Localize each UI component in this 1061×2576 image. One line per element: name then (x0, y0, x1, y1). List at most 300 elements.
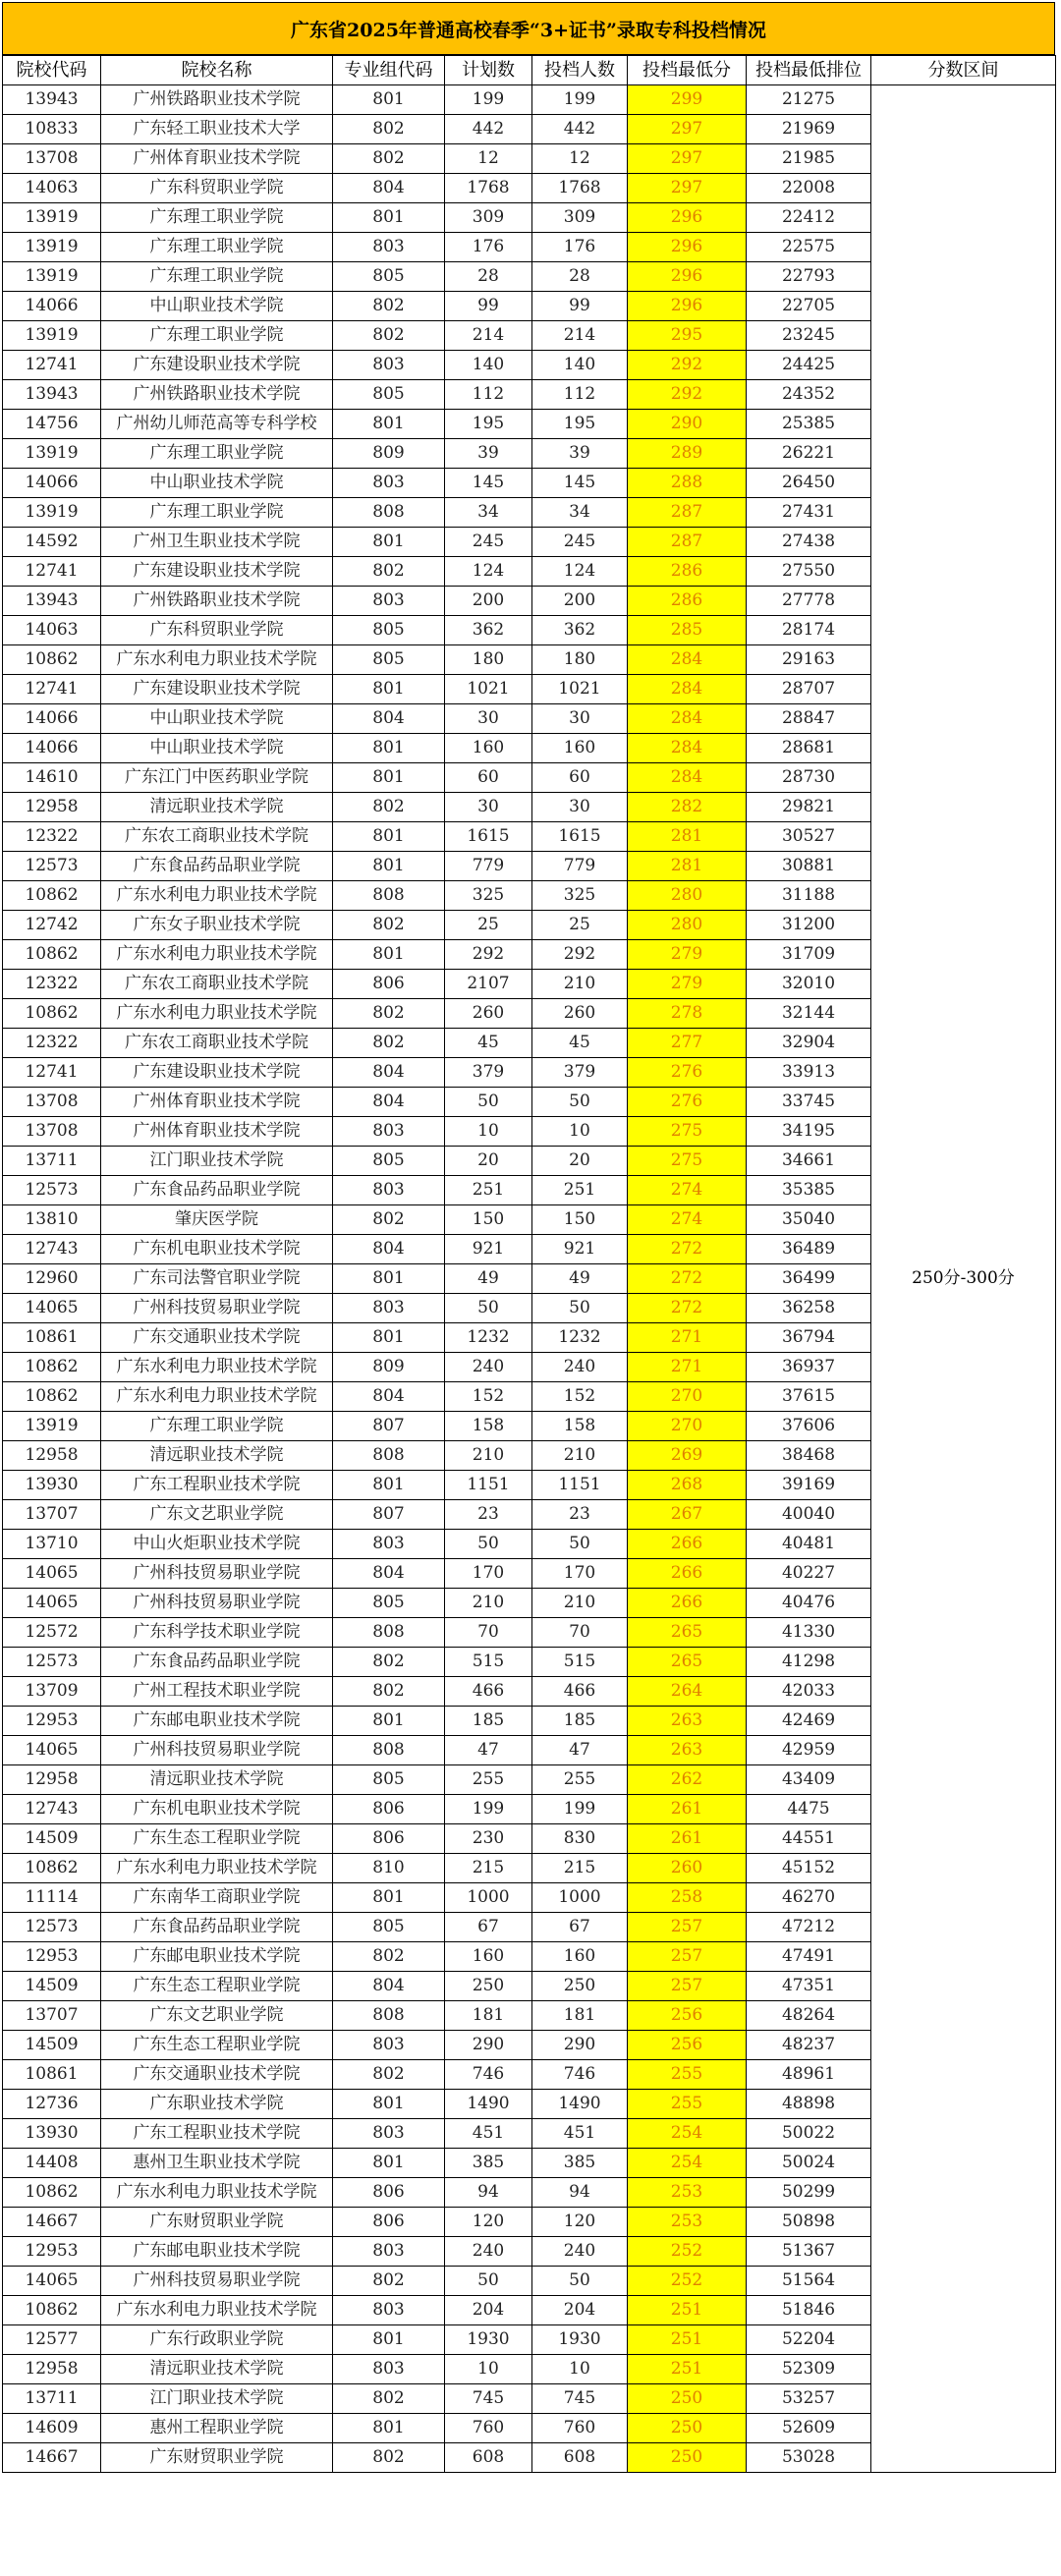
group-code-cell: 805 (333, 1147, 445, 1176)
admitted-count-cell: 921 (532, 1235, 628, 1264)
admitted-count-cell: 47 (532, 1736, 628, 1765)
min-rank-cell: 38468 (747, 1441, 871, 1471)
school-code-cell: 10862 (3, 881, 101, 911)
school-name-cell: 广东水利电力职业技术学院 (101, 940, 333, 970)
min-rank-cell: 48898 (747, 2090, 871, 2119)
admitted-count-cell: 442 (532, 115, 628, 144)
min-score-cell: 269 (628, 1441, 747, 1471)
min-score-cell: 266 (628, 1589, 747, 1618)
plan-count-cell: 240 (445, 2237, 532, 2267)
school-code-cell: 10833 (3, 115, 101, 144)
admitted-count-cell: 176 (532, 233, 628, 262)
group-code-cell: 809 (333, 439, 445, 469)
admitted-count-cell: 210 (532, 1589, 628, 1618)
min-rank-cell: 36499 (747, 1264, 871, 1294)
admitted-count-cell: 12 (532, 144, 628, 174)
school-code-cell: 13943 (3, 587, 101, 616)
min-rank-cell: 22575 (747, 233, 871, 262)
min-rank-cell: 42033 (747, 1677, 871, 1707)
school-name-cell: 广东机电职业技术学院 (101, 1795, 333, 1824)
plan-count-cell: 1021 (445, 675, 532, 704)
min-score-cell: 284 (628, 645, 747, 675)
group-code-cell: 804 (333, 1088, 445, 1117)
min-score-cell: 296 (628, 203, 747, 233)
school-code-cell: 10862 (3, 2178, 101, 2208)
admitted-count-cell: 199 (532, 1795, 628, 1824)
school-code-cell: 14610 (3, 763, 101, 793)
min-score-cell: 280 (628, 911, 747, 940)
min-rank-cell: 22793 (747, 262, 871, 292)
school-code-cell: 13708 (3, 144, 101, 174)
min-rank-cell: 47212 (747, 1913, 871, 1942)
min-rank-cell: 21969 (747, 115, 871, 144)
min-rank-cell: 51367 (747, 2237, 871, 2267)
plan-count-cell: 210 (445, 1441, 532, 1471)
plan-count-cell: 10 (445, 2355, 532, 2384)
group-code-cell: 801 (333, 2325, 445, 2355)
school-code-cell: 11114 (3, 1883, 101, 1913)
school-code-cell: 14667 (3, 2443, 101, 2473)
min-score-cell: 287 (628, 498, 747, 528)
min-score-cell: 272 (628, 1264, 747, 1294)
school-name-cell: 广东行政职业学院 (101, 2325, 333, 2355)
min-rank-cell: 28681 (747, 734, 871, 763)
admitted-count-cell: 49 (532, 1264, 628, 1294)
group-code-cell: 805 (333, 1913, 445, 1942)
admitted-count-cell: 251 (532, 1176, 628, 1205)
plan-count-cell: 50 (445, 2267, 532, 2296)
admitted-count-cell: 210 (532, 970, 628, 999)
min-rank-cell: 36794 (747, 1323, 871, 1353)
school-name-cell: 广东科学技术职业学院 (101, 1618, 333, 1648)
school-name-cell: 肇庆医学院 (101, 1205, 333, 1235)
min-rank-cell: 29821 (747, 793, 871, 822)
group-code-cell: 801 (333, 763, 445, 793)
group-code-cell: 809 (333, 1353, 445, 1382)
school-code-cell: 13930 (3, 1471, 101, 1500)
plan-count-cell: 1000 (445, 1883, 532, 1913)
min-score-cell: 280 (628, 881, 747, 911)
column-header: 投档最低分 (628, 56, 747, 85)
admitted-count-cell: 180 (532, 645, 628, 675)
min-rank-cell: 51564 (747, 2267, 871, 2296)
group-code-cell: 807 (333, 1412, 445, 1441)
plan-count-cell: 362 (445, 616, 532, 645)
group-code-cell: 806 (333, 970, 445, 999)
min-rank-cell: 21985 (747, 144, 871, 174)
min-rank-cell: 34661 (747, 1147, 871, 1176)
group-code-cell: 802 (333, 1648, 445, 1677)
plan-count-cell: 158 (445, 1412, 532, 1441)
admitted-count-cell: 99 (532, 292, 628, 321)
group-code-cell: 808 (333, 498, 445, 528)
min-score-cell: 261 (628, 1824, 747, 1854)
school-code-cell: 13919 (3, 439, 101, 469)
min-score-cell: 271 (628, 1353, 747, 1382)
min-score-cell: 284 (628, 763, 747, 793)
admitted-count-cell: 28 (532, 262, 628, 292)
min-score-cell: 292 (628, 351, 747, 380)
admitted-count-cell: 30 (532, 704, 628, 734)
school-code-cell: 14066 (3, 292, 101, 321)
min-score-cell: 252 (628, 2237, 747, 2267)
group-code-cell: 801 (333, 410, 445, 439)
min-score-cell: 284 (628, 734, 747, 763)
admitted-count-cell: 50 (532, 1530, 628, 1559)
plan-count-cell: 60 (445, 763, 532, 793)
plan-count-cell: 25 (445, 911, 532, 940)
group-code-cell: 803 (333, 1117, 445, 1147)
plan-count-cell: 199 (445, 1795, 532, 1824)
admitted-count-cell: 158 (532, 1412, 628, 1441)
school-code-cell: 13919 (3, 233, 101, 262)
min-rank-cell: 22008 (747, 174, 871, 203)
min-rank-cell: 47351 (747, 1972, 871, 2001)
min-score-cell: 251 (628, 2355, 747, 2384)
school-name-cell: 广东农工商职业技术学院 (101, 970, 333, 999)
school-name-cell: 广州体育职业技术学院 (101, 144, 333, 174)
group-code-cell: 806 (333, 1824, 445, 1854)
admitted-count-cell: 290 (532, 2031, 628, 2060)
admitted-count-cell: 1768 (532, 174, 628, 203)
min-rank-cell: 22705 (747, 292, 871, 321)
group-code-cell: 803 (333, 1294, 445, 1323)
min-score-cell: 275 (628, 1117, 747, 1147)
group-code-cell: 803 (333, 469, 445, 498)
min-score-cell: 289 (628, 439, 747, 469)
school-name-cell: 广东水利电力职业技术学院 (101, 1854, 333, 1883)
plan-count-cell: 245 (445, 528, 532, 557)
admitted-count-cell: 1615 (532, 822, 628, 852)
min-rank-cell: 31709 (747, 940, 871, 970)
min-score-cell: 266 (628, 1559, 747, 1589)
school-code-cell: 10862 (3, 2296, 101, 2325)
min-rank-cell: 27431 (747, 498, 871, 528)
plan-count-cell: 1232 (445, 1323, 532, 1353)
plan-count-cell: 921 (445, 1235, 532, 1264)
admitted-count-cell: 1000 (532, 1883, 628, 1913)
min-rank-cell: 48961 (747, 2060, 871, 2090)
school-code-cell: 12958 (3, 793, 101, 822)
min-rank-cell: 32144 (747, 999, 871, 1029)
school-name-cell: 广东文艺职业学院 (101, 2001, 333, 2031)
school-name-cell: 广东水利电力职业技术学院 (101, 999, 333, 1029)
group-code-cell: 802 (333, 144, 445, 174)
min-rank-cell: 23245 (747, 321, 871, 351)
min-rank-cell: 37606 (747, 1412, 871, 1441)
group-code-cell: 802 (333, 1205, 445, 1235)
min-rank-cell: 47491 (747, 1942, 871, 1972)
column-header: 投档人数 (532, 56, 628, 85)
min-rank-cell: 33913 (747, 1058, 871, 1088)
plan-count-cell: 12 (445, 144, 532, 174)
plan-count-cell: 185 (445, 1707, 532, 1736)
school-code-cell: 12322 (3, 970, 101, 999)
group-code-cell: 803 (333, 233, 445, 262)
school-code-cell: 13708 (3, 1088, 101, 1117)
admitted-count-cell: 10 (532, 1117, 628, 1147)
plan-count-cell: 760 (445, 2414, 532, 2443)
school-name-cell: 广东邮电职业技术学院 (101, 1707, 333, 1736)
admitted-count-cell: 23 (532, 1500, 628, 1530)
plan-count-cell: 442 (445, 115, 532, 144)
plan-count-cell: 204 (445, 2296, 532, 2325)
admitted-count-cell: 309 (532, 203, 628, 233)
min-score-cell: 296 (628, 292, 747, 321)
plan-count-cell: 240 (445, 1353, 532, 1382)
min-rank-cell: 22412 (747, 203, 871, 233)
school-name-cell: 江门职业技术学院 (101, 1147, 333, 1176)
group-code-cell: 806 (333, 1795, 445, 1824)
school-code-cell: 14667 (3, 2208, 101, 2237)
plan-count-cell: 515 (445, 1648, 532, 1677)
admitted-count-cell: 199 (532, 85, 628, 115)
school-code-cell: 13919 (3, 262, 101, 292)
school-code-cell: 12741 (3, 1058, 101, 1088)
min-score-cell: 250 (628, 2443, 747, 2473)
min-score-cell: 296 (628, 233, 747, 262)
group-code-cell: 808 (333, 881, 445, 911)
min-score-cell: 263 (628, 1736, 747, 1765)
admitted-count-cell: 45 (532, 1029, 628, 1058)
group-code-cell: 804 (333, 1559, 445, 1589)
group-code-cell: 803 (333, 1176, 445, 1205)
min-score-cell: 284 (628, 704, 747, 734)
school-name-cell: 广东机电职业技术学院 (101, 1235, 333, 1264)
min-rank-cell: 53257 (747, 2384, 871, 2414)
admitted-count-cell: 124 (532, 557, 628, 587)
school-name-cell: 广东交通职业技术学院 (101, 1323, 333, 1353)
min-score-cell: 261 (628, 1795, 747, 1824)
admitted-count-cell: 746 (532, 2060, 628, 2090)
min-score-cell: 297 (628, 115, 747, 144)
admitted-count-cell: 1930 (532, 2325, 628, 2355)
group-code-cell: 803 (333, 587, 445, 616)
min-rank-cell: 33745 (747, 1088, 871, 1117)
admitted-count-cell: 1021 (532, 675, 628, 704)
min-rank-cell: 21275 (747, 85, 871, 115)
min-rank-cell: 28730 (747, 763, 871, 793)
table-body (3, 85, 1056, 2473)
school-code-cell: 14066 (3, 469, 101, 498)
min-score-cell: 251 (628, 2296, 747, 2325)
school-name-cell: 广东生态工程职业学院 (101, 2031, 333, 2060)
min-rank-cell: 50898 (747, 2208, 871, 2237)
group-code-cell: 803 (333, 2119, 445, 2149)
column-header: 院校代码 (3, 56, 101, 85)
group-code-cell: 802 (333, 1942, 445, 1972)
school-code-cell: 14609 (3, 2414, 101, 2443)
plan-count-cell: 325 (445, 881, 532, 911)
school-code-cell: 12958 (3, 1441, 101, 1471)
plan-count-cell: 466 (445, 1677, 532, 1707)
min-rank-cell: 31200 (747, 911, 871, 940)
plan-count-cell: 180 (445, 645, 532, 675)
plan-count-cell: 112 (445, 380, 532, 410)
school-name-cell: 广东司法警官职业学院 (101, 1264, 333, 1294)
min-score-cell: 274 (628, 1205, 747, 1235)
min-rank-cell: 40227 (747, 1559, 871, 1589)
admitted-count-cell: 25 (532, 911, 628, 940)
school-code-cell: 12741 (3, 557, 101, 587)
min-rank-cell: 28174 (747, 616, 871, 645)
admitted-count-cell: 200 (532, 587, 628, 616)
min-rank-cell: 52204 (747, 2325, 871, 2355)
min-rank-cell: 37615 (747, 1382, 871, 1412)
admitted-count-cell: 160 (532, 1942, 628, 1972)
min-score-cell: 292 (628, 380, 747, 410)
group-code-cell: 802 (333, 115, 445, 144)
group-code-cell: 802 (333, 557, 445, 587)
admitted-count-cell: 379 (532, 1058, 628, 1088)
school-name-cell: 广州体育职业技术学院 (101, 1117, 333, 1147)
min-score-cell: 254 (628, 2119, 747, 2149)
school-code-cell: 14065 (3, 1736, 101, 1765)
group-code-cell: 805 (333, 616, 445, 645)
school-name-cell: 广东文艺职业学院 (101, 1500, 333, 1530)
min-score-cell: 253 (628, 2208, 747, 2237)
admitted-count-cell: 260 (532, 999, 628, 1029)
admitted-count-cell: 30 (532, 793, 628, 822)
min-score-cell: 250 (628, 2414, 747, 2443)
school-name-cell: 广东食品药品职业学院 (101, 1913, 333, 1942)
min-rank-cell: 48237 (747, 2031, 871, 2060)
plan-count-cell: 150 (445, 1205, 532, 1235)
school-name-cell: 广东水利电力职业技术学院 (101, 2178, 333, 2208)
min-rank-cell: 27778 (747, 587, 871, 616)
school-code-cell: 12958 (3, 1765, 101, 1795)
min-score-cell: 275 (628, 1147, 747, 1176)
school-code-cell: 14065 (3, 2267, 101, 2296)
school-name-cell: 广东生态工程职业学院 (101, 1824, 333, 1854)
school-name-cell: 广州铁路职业技术学院 (101, 380, 333, 410)
min-rank-cell: 26450 (747, 469, 871, 498)
plan-count-cell: 250 (445, 1972, 532, 2001)
school-code-cell: 13707 (3, 2001, 101, 2031)
plan-count-cell: 195 (445, 410, 532, 439)
min-rank-cell: 45152 (747, 1854, 871, 1883)
group-code-cell: 801 (333, 1707, 445, 1736)
group-code-cell: 805 (333, 1765, 445, 1795)
school-code-cell: 14065 (3, 1559, 101, 1589)
group-code-cell: 803 (333, 1530, 445, 1559)
group-code-cell: 805 (333, 1589, 445, 1618)
column-header: 院校名称 (101, 56, 333, 85)
min-score-cell: 250 (628, 2384, 747, 2414)
plan-count-cell: 385 (445, 2149, 532, 2178)
plan-count-cell: 30 (445, 704, 532, 734)
school-name-cell: 广东建设职业技术学院 (101, 557, 333, 587)
admitted-count-cell: 240 (532, 2237, 628, 2267)
plan-count-cell: 28 (445, 262, 532, 292)
min-score-cell: 279 (628, 940, 747, 970)
min-score-cell: 267 (628, 1500, 747, 1530)
min-score-cell: 257 (628, 1972, 747, 2001)
group-code-cell: 808 (333, 1736, 445, 1765)
min-rank-cell: 40040 (747, 1500, 871, 1530)
admitted-count-cell: 10 (532, 2355, 628, 2384)
group-code-cell: 803 (333, 2031, 445, 2060)
min-rank-cell: 30527 (747, 822, 871, 852)
school-code-cell: 13711 (3, 2384, 101, 2414)
plan-count-cell: 140 (445, 351, 532, 380)
min-rank-cell: 42959 (747, 1736, 871, 1765)
min-rank-cell: 35040 (747, 1205, 871, 1235)
plan-count-cell: 170 (445, 1559, 532, 1589)
admitted-count-cell: 385 (532, 2149, 628, 2178)
plan-count-cell: 1930 (445, 2325, 532, 2355)
admitted-count-cell: 70 (532, 1618, 628, 1648)
min-score-cell: 270 (628, 1382, 747, 1412)
school-name-cell: 清远职业技术学院 (101, 1765, 333, 1795)
school-code-cell: 10862 (3, 1353, 101, 1382)
plan-count-cell: 379 (445, 1058, 532, 1088)
school-code-cell: 13707 (3, 1500, 101, 1530)
group-code-cell: 810 (333, 1854, 445, 1883)
group-code-cell: 802 (333, 1029, 445, 1058)
admitted-count-cell: 362 (532, 616, 628, 645)
plan-count-cell: 50 (445, 1530, 532, 1559)
table-row (3, 85, 1056, 115)
school-code-cell: 14066 (3, 734, 101, 763)
group-code-cell: 804 (333, 1058, 445, 1088)
school-name-cell: 广东理工职业学院 (101, 1412, 333, 1441)
plan-count-cell: 160 (445, 734, 532, 763)
group-code-cell: 808 (333, 1618, 445, 1648)
min-score-cell: 285 (628, 616, 747, 645)
school-code-cell: 10862 (3, 1854, 101, 1883)
min-score-cell: 287 (628, 528, 747, 557)
school-name-cell: 广州科技贸易职业学院 (101, 2267, 333, 2296)
plan-count-cell: 199 (445, 85, 532, 115)
school-code-cell: 14509 (3, 1972, 101, 2001)
school-code-cell: 14509 (3, 2031, 101, 2060)
min-score-cell: 281 (628, 822, 747, 852)
group-code-cell: 805 (333, 645, 445, 675)
plan-count-cell: 200 (445, 587, 532, 616)
min-score-cell: 296 (628, 262, 747, 292)
group-code-cell: 808 (333, 1441, 445, 1471)
admitted-count-cell: 451 (532, 2119, 628, 2149)
school-code-cell: 12742 (3, 911, 101, 940)
min-rank-cell: 35385 (747, 1176, 871, 1205)
plan-count-cell: 1615 (445, 822, 532, 852)
school-code-cell: 12743 (3, 1235, 101, 1264)
min-score-cell: 252 (628, 2267, 747, 2296)
min-rank-cell: 48264 (747, 2001, 871, 2031)
admitted-count-cell: 50 (532, 1088, 628, 1117)
group-code-cell: 801 (333, 852, 445, 881)
admitted-count-cell: 210 (532, 1441, 628, 1471)
admitted-count-cell: 20 (532, 1147, 628, 1176)
plan-count-cell: 23 (445, 1500, 532, 1530)
group-code-cell: 801 (333, 2414, 445, 2443)
plan-count-cell: 124 (445, 557, 532, 587)
school-code-cell: 14063 (3, 174, 101, 203)
school-code-cell: 13943 (3, 380, 101, 410)
school-name-cell: 江门职业技术学院 (101, 2384, 333, 2414)
group-code-cell: 803 (333, 2355, 445, 2384)
school-code-cell: 12573 (3, 1176, 101, 1205)
school-name-cell: 广东交通职业技术学院 (101, 2060, 333, 2090)
school-name-cell: 广东轻工职业技术大学 (101, 115, 333, 144)
score-range-cell: 250分-300分 (871, 85, 1056, 2473)
group-code-cell: 801 (333, 1323, 445, 1353)
school-name-cell: 广东农工商职业技术学院 (101, 822, 333, 852)
school-code-cell: 12958 (3, 2355, 101, 2384)
school-code-cell: 14756 (3, 410, 101, 439)
min-score-cell: 297 (628, 144, 747, 174)
